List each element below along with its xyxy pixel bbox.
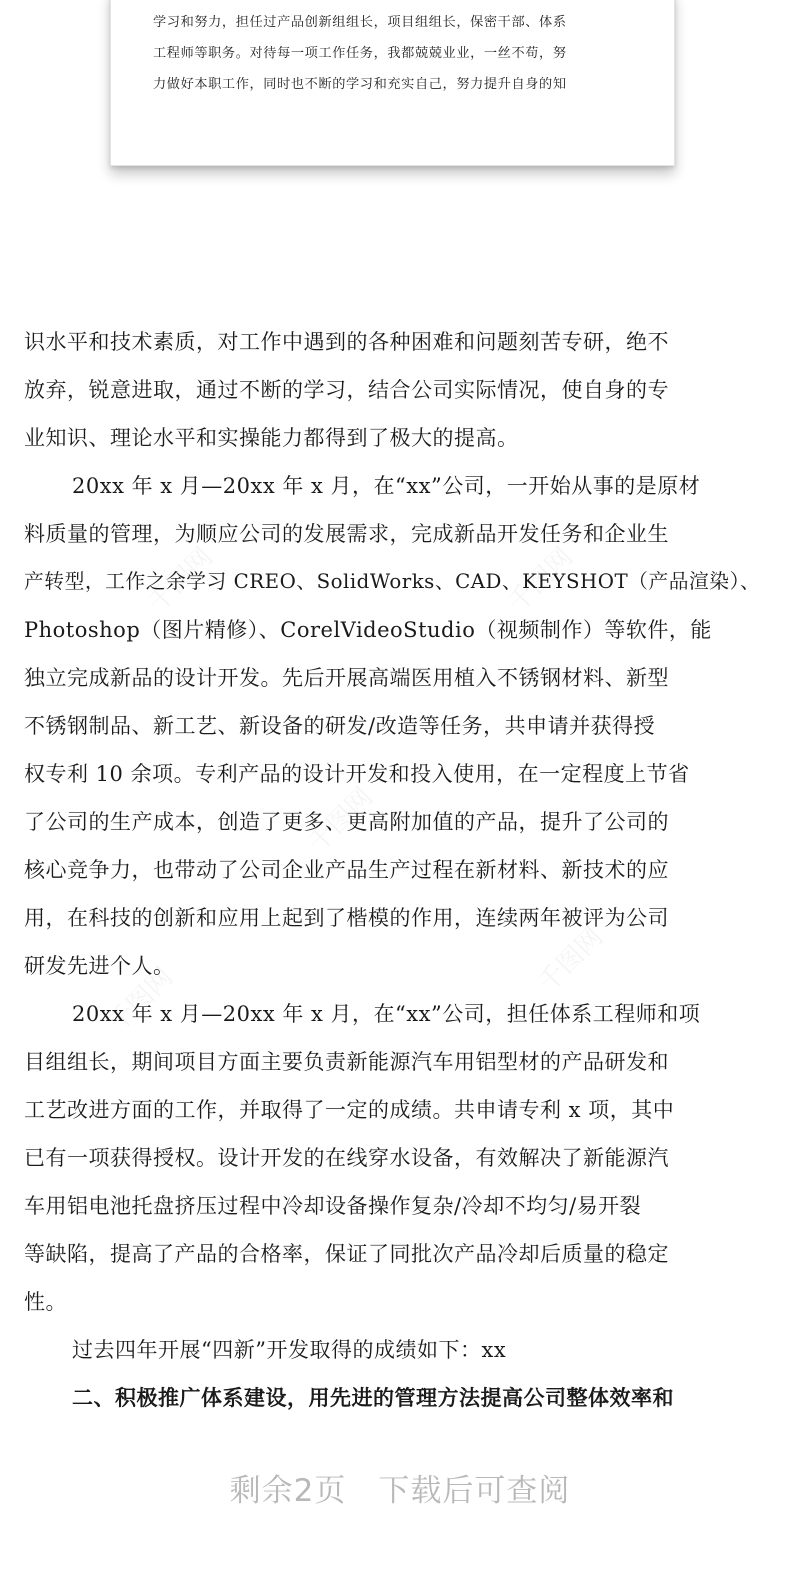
body-text-line: 过去四年开展“四新”开发取得的成绩如下：xx: [72, 1338, 507, 1362]
body-text-line: 目组组长，期间项目方面主要负责新能源汽车用铝型材的产品研发和: [24, 1050, 669, 1074]
preview-page-card: [110, 0, 675, 166]
preview-text-line: 工程师等职务。对待每一项工作任务，我都兢兢业业，一丝不苟，努: [153, 46, 567, 61]
body-text-line: 放弃，锐意进取，通过不断的学习，结合公司实际情况，使自身的专: [24, 378, 669, 402]
body-text-line: 业知识、理论水平和实操能力都得到了极大的提高。: [24, 426, 519, 450]
body-text-line: 用，在科技的创新和应用上起到了楷模的作用，连续两年被评为公司: [24, 906, 669, 930]
body-text-line: 不锈钢制品、新工艺、新设备的研发/改造等任务，共申请并获得授: [24, 714, 656, 738]
body-text-line: Photoshop（图片精修）、CorelVideoStudio（视频制作）等软件，能: [24, 618, 712, 642]
body-text-line: 20xx 年 x 月—20xx 年 x 月，在“xx”公司，担任体系工程师和项: [72, 1002, 701, 1026]
body-text-line: 工艺改进方面的工作，并取得了一定的成绩。共申请专利 x 项，其中: [24, 1098, 675, 1122]
preview-text-line: 力做好本职工作，同时也不断的学习和充实自己，努力提升自身的知: [153, 77, 567, 92]
body-text-line: 识水平和技术素质，对工作中遇到的各种困难和问题刻苦专研，绝不: [24, 330, 669, 354]
download-prompt[interactable]: [0, 1465, 800, 1510]
document-body: [24, 318, 770, 1422]
body-text-line: 核心竞争力，也带动了公司企业产品生产过程在新材料、新技术的应: [24, 858, 669, 882]
body-text-line: 性。: [24, 1290, 67, 1314]
body-text-line: 权专利 10 余项。专利产品的设计开发和投入使用，在一定程度上节省: [24, 762, 690, 786]
body-text-line: 等缺陷，提高了产品的合格率，保证了同批次产品冷却后质量的稳定: [24, 1242, 669, 1266]
body-text-line: 研发先进个人。: [24, 954, 175, 978]
body-text-line: 20xx 年 x 月—20xx 年 x 月，在“xx”公司，一开始从事的是原材: [72, 474, 701, 498]
remaining-pages-label: 剩余2页: [229, 1473, 347, 1509]
body-text-line: 独立完成新品的设计开发。先后开展高端医用植入不锈钢材料、新型: [24, 666, 669, 690]
body-text-line: 产转型，工作之余学习 CREO、SolidWorks、CAD、KEYSHOT（产品渲染）、: [24, 570, 761, 593]
body-text-line: 车用铝电池托盘挤压过程中冷却设备操作复杂/冷却不均匀/易开裂: [24, 1194, 642, 1218]
body-text-line: 了公司的生产成本，创造了更多、更高附加值的产品，提升了公司的: [24, 810, 669, 834]
body-text-line: 已有一项获得授权。设计开发的在线穿水设备，有效解决了新能源汽: [24, 1146, 669, 1170]
download-to-view-label: 下载后可查阅: [378, 1473, 571, 1509]
body-text-line: 料质量的管理，为顺应公司的发展需求，完成新品开发任务和企业生: [24, 522, 669, 546]
preview-text-line: 学习和努力，担任过产品创新组组长，项目组组长，保密干部、体系: [153, 15, 567, 30]
section-heading-line: 二、积极推广体系建设，用先进的管理方法提高公司整体效率和: [72, 1385, 674, 1410]
